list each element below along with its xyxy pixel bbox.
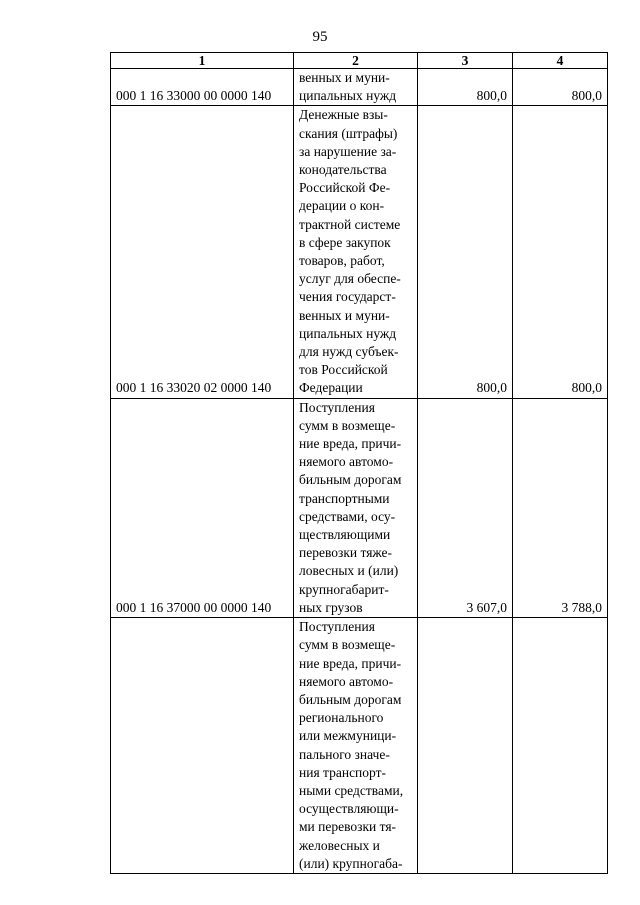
amount-col3-cell: 800,0 (418, 69, 513, 106)
amount-col3-cell: 800,0 (418, 106, 513, 398)
column-header-3: 3 (418, 53, 513, 69)
budget-code-cell: 000 1 16 37000 00 0000 140 (111, 398, 294, 617)
table-header-row (111, 53, 608, 69)
amount-col4-cell: 800,0 (513, 69, 608, 106)
amount-col3-cell (418, 618, 513, 874)
table-row (111, 618, 608, 874)
column-header-1: 1 (111, 53, 294, 69)
amount-col3-cell: 3 607,0 (418, 398, 513, 617)
column-header-4: 4 (513, 53, 608, 69)
amount-col4-cell (513, 618, 608, 874)
budget-code-cell (111, 618, 294, 874)
description-cell: Поступления сумм в возмеще- ние вреда, причи- няемого автомо- бильным дорогам транспортными средствами, осу- ществляющими перевозки тяже- ловесных и (или) крупногабарит- ных грузов (294, 398, 418, 617)
column-header-2: 2 (294, 53, 418, 69)
budget-table (110, 52, 608, 874)
table-row (111, 398, 608, 617)
page-number: 95 (312, 29, 328, 45)
table-row (111, 69, 608, 106)
description-cell: Поступления сумм в возмеще- ние вреда, причи- няемого автомо- бильным дорогам регионального или межмуници- пального значе- ния транспорт- ными средствами, осуществляющи- ми перевозки тя- желовесных и (или) крупногаба- (294, 618, 418, 874)
budget-code-cell: 000 1 16 33000 00 0000 140 (111, 69, 294, 106)
description-cell: венных и муни- ципальных нужд (294, 69, 418, 106)
amount-col4-cell: 3 788,0 (513, 398, 608, 617)
table-row (111, 106, 608, 398)
budget-code-cell: 000 1 16 33020 02 0000 140 (111, 106, 294, 398)
amount-col4-cell: 800,0 (513, 106, 608, 398)
description-cell: Денежные взы- скания (штрафы) за нарушение за- конодательства Российской Фе- дерации о кон- трактной системе в сфере закупок товаров, работ, услуг для обеспе- чения государст- венных и муни- ципальных нужд для нужд субъек- тов Российской Федерации (294, 106, 418, 398)
